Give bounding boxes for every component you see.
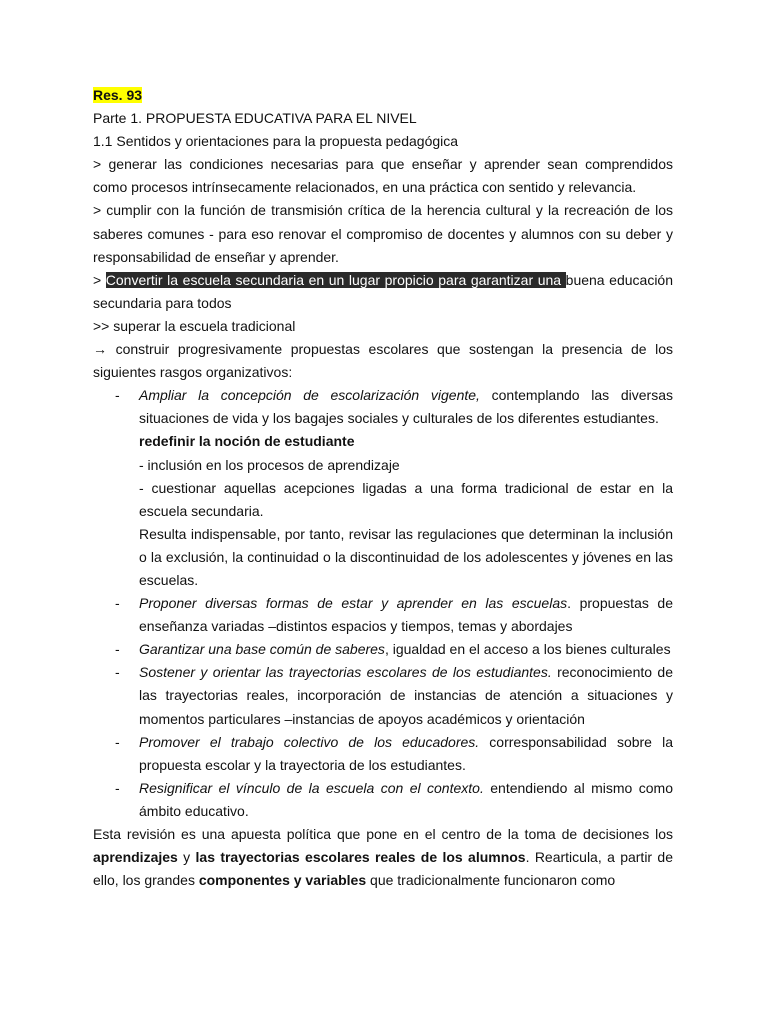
organizational-traits-list xyxy=(93,384,673,823)
part-title: Parte 1. PROPUESTA EDUCATIVA PARA EL NIVEL xyxy=(93,110,417,127)
item-text: reconocimiento de las trayectorias reales, incorporación de instancias de atención a situaciones y momentos particulares –instancias de apoyos académicos y orientación xyxy=(139,664,673,727)
intro-p3-prefix: > xyxy=(93,271,106,288)
res-label: Res. 93 xyxy=(93,87,143,103)
section-title: 1.1 Sentidos y orientaciones para la propuesta pedagógica xyxy=(93,133,459,150)
closing-paragraph xyxy=(93,823,673,892)
item-text: , igualdad en el acceso a los bienes culturales xyxy=(384,641,671,658)
list-dash: - xyxy=(115,387,120,404)
selected-text-highlight[interactable]: Convertir la escuela secundaria en un lugar propicio para garantizar una xyxy=(105,271,566,288)
closing-bold: componentes y variables xyxy=(198,872,367,889)
item-italic: Garantizar una base común de saberes xyxy=(139,641,385,658)
item-text: . propuestas de enseñanza variadas –distintos espacios y tiempos, temas y abordajes xyxy=(139,595,673,635)
intro-paragraph-5: → construir progresivamente propuestas escolares que sostengan la presencia de los siguientes rasgos organizativos: xyxy=(93,341,673,381)
list-item xyxy=(93,592,673,638)
list-item xyxy=(93,661,673,730)
res-label-line xyxy=(93,84,673,107)
intro-paragraph-2: > cumplir con la función de transmisión crítica de la herencia cultural y la recreación de los saberes comunes - para eso renovar el compromiso de docentes y alumnos con su deber y responsabilidad de enseñar y aprender. xyxy=(93,202,673,265)
list-dash: - xyxy=(115,733,120,750)
item-sub-line: - inclusión en los procesos de aprendizaje xyxy=(139,456,400,473)
document-body xyxy=(93,84,673,892)
list-dash: - xyxy=(115,664,120,681)
list-item xyxy=(93,731,673,777)
list-item xyxy=(93,384,673,592)
list-item xyxy=(93,638,673,661)
intro-paragraph-1: > generar las condiciones necesarias para que enseñar y aprender sean comprendidos como procesos intrínsecamente relacionados, en una práctica con sentido y relevancia. xyxy=(93,156,673,196)
item-italic: Proponer diversas formas de estar y aprender en las escuelas xyxy=(139,595,568,612)
list-dash: - xyxy=(115,779,120,796)
item-italic: Promover el trabajo colectivo de los educadores. xyxy=(139,733,480,750)
intro-p3-rest: buena educación secundaria para todos xyxy=(93,271,674,311)
list-dash: - xyxy=(115,641,120,658)
item-text: entendiendo al mismo como ámbito educativo. xyxy=(139,779,673,819)
item-italic: Ampliar la concepción de escolarización vigente, xyxy=(139,387,480,404)
intro-paragraph-3 xyxy=(93,269,673,315)
item-bold-heading: redefinir la noción de estudiante xyxy=(139,433,355,450)
item-sub-line: - cuestionar aquellas acepciones ligadas a una forma tradicional de estar en la escuela secundaria. xyxy=(139,479,673,519)
closing-text: que tradicionalmente funcionaron como xyxy=(366,872,616,889)
list-item xyxy=(93,777,673,823)
item-text: corresponsabilidad sobre la propuesta escolar y la trayectoria de los estudiantes. xyxy=(139,733,673,773)
closing-text: Esta revisión es una apuesta política que pone en el centro de la toma de decisiones los xyxy=(93,826,673,842)
closing-bold: aprendizajes xyxy=(93,849,178,866)
intro-paragraph-4: >> superar la escuela tradicional xyxy=(93,317,296,334)
closing-text: . Rearticula, a partir de ello, los grandes xyxy=(93,849,674,889)
list-dash: - xyxy=(115,595,120,612)
closing-bold: las trayectorias escolares reales de los alumnos xyxy=(195,849,526,866)
item-italic: Sostener y orientar las trayectorias escolares de los estudiantes. xyxy=(139,664,552,681)
item-sub-line: Resulta indispensable, por tanto, revisar las regulaciones que determinan la inclusión o la exclusión, la continuidad o la discontinuidad de los adolescentes y jóvenes en las escuelas. xyxy=(139,525,673,588)
closing-text: y xyxy=(177,849,196,866)
item-text: contemplando las diversas situaciones de vida y los bagajes sociales y culturales de los diferentes estudiantes. xyxy=(139,387,673,427)
item-italic: Resignificar el vínculo de la escuela con el contexto. xyxy=(139,779,484,796)
